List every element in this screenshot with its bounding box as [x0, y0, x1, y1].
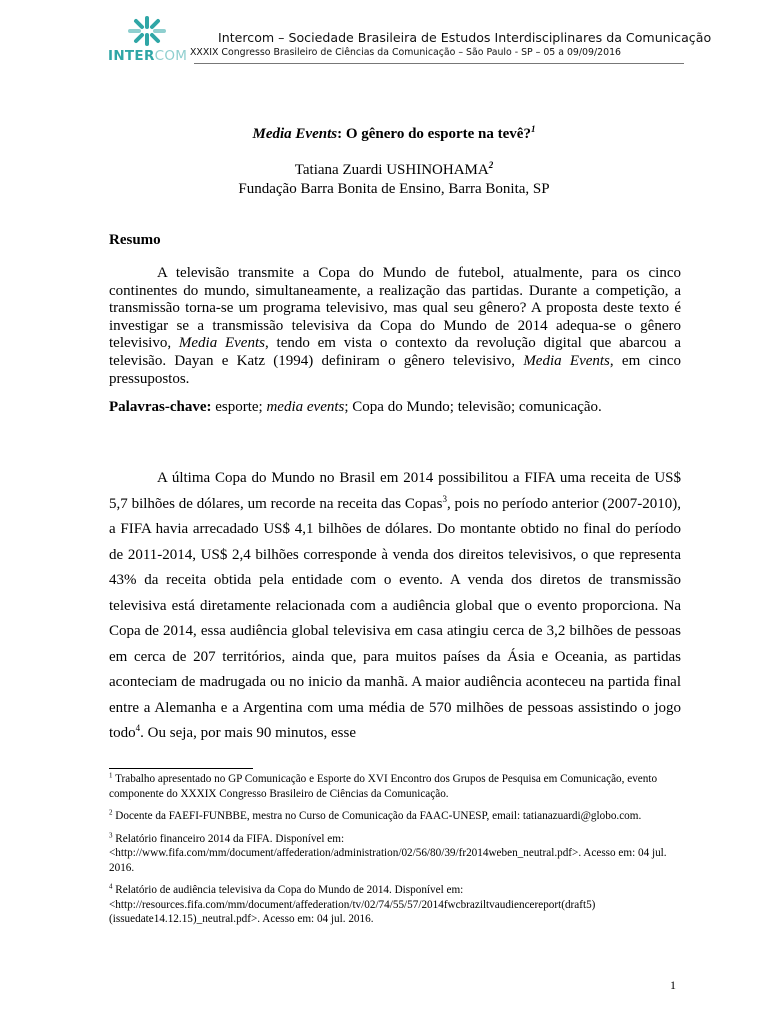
intercom-logo-icon: [122, 14, 172, 48]
page-number: 1: [670, 978, 676, 992]
abstract-text: A televisão transmite a Copa do Mundo de futebol, atualmente, para os cinco continentes do mundo, simultaneamente, a realização das partidas. Durante a competição, a transmissão torna-se um programa televisivo, mas qual seu gênero? A proposta deste texto é investigar se a transmissão televisiva da Copa do Mundo de 2014 adequa-se o gênero televisivo, Media Events, tendo em vista o contexto da revolução digital que abarcou a televisão. Dayan e Katz (1994) definiram o gênero televisivo, Media Events, em cinco pressupostos.: [109, 265, 681, 387]
header-divider: [194, 63, 684, 64]
footnote-item: $^4$ Relatório de audiência televisiva da Copa do Mundo de 2014. Disponível em: <http://resources.fifa.com/mm/document/affederation/tv/02/74/55/57/2014fwcbraziltvaudiencereport(draft5)(issuedate14.12.15)_neutral.pdf>. Acesso em: 04 jul. 2016.: [109, 882, 596, 925]
footnote-item: $^1$ Trabalho apresentado no GP Comunicação e Esporte do XVI Encontro dos Grupos de Pesquisa em Comunicação, evento componente do XXXIX Congresso Brasileiro de Ciências da Comunicação.: [109, 771, 658, 800]
logo-wordmark: INTERCOM: [108, 48, 188, 64]
footnote-divider: [109, 768, 253, 769]
keywords: Palavras-chave: esporte; media events; Copa do Mundo; televisão; comunicação.: [109, 399, 602, 415]
author-affiliation: Fundação Barra Bonita de Ensino, Barra Bonita, SP: [238, 181, 550, 197]
footnote-item: $^3$ Relatório financeiro 2014 da FIFA. Disponível em: <http://www.fifa.com/mm/document/affederation/administration/02/56/80/39/fr2014weben_neutral.pdf>. Acesso em: 04 jul. 2016.: [109, 830, 667, 874]
author-name: Tatiana Zuardi USHINOHAMA$^2$: [294, 160, 494, 178]
header-subtitle: XXXIX Congresso Brasileiro de Ciências da Comunicação – São Paulo - SP – 05 a 09/09/2016: [190, 47, 621, 58]
header-title: Intercom – Sociedade Brasileira de Estudos Interdisciplinares da Comunicação: [218, 30, 712, 45]
paper-title: Media Events: O gênero do esporte na tevê?$^1$: [252, 124, 536, 142]
intercom-logo: [108, 14, 188, 62]
page-header: [108, 12, 712, 64]
footnote-item: $^2$ Docente da FAEFI-FUNBBE, mestra no Curso de Comunicação da FAAC-UNESP, email: tatianazuardi@globo.com.: [109, 808, 642, 822]
abstract-heading: Resumo: [109, 232, 161, 248]
body-paragraph: A última Copa do Mundo no Brasil em 2014 possibilitou a FIFA uma receita de US$ 5,7 bilhões de dólares, um recorde na receita das Copas$^3$, pois no período anterior (2007-2010), a FIFA havia arrecadado US$ 4,1 bilhões de dólares. Do montante obtido no final do período de 2011-2014, US$ 2,4 bilhões corresponde à venda dos direitos televisivos, o que representa 43% da receita obtida pela entidade com o evento. A venda dos diretos de transmissão televisiva está diretamente relacionada com a audiência global que o evento proporciona. Na Copa de 2014, essa audiência global televisiva em casa atingiu cerca de 3,2 bilhões de pessoas em cerca de 207 territórios, ainda que, para muitos países da Ásia e Oceania, as partidas aconteciam de madrugada ou no inicio da manhã. A maior audiência aconteceu na partida final entre a Alemanha e a Argentina com uma média de 570 milhões de pessoas assistindo o jogo todo$^4$. Ou seja, por mais 90 minutos, esse: [109, 470, 681, 741]
footnotes: [109, 772, 681, 935]
